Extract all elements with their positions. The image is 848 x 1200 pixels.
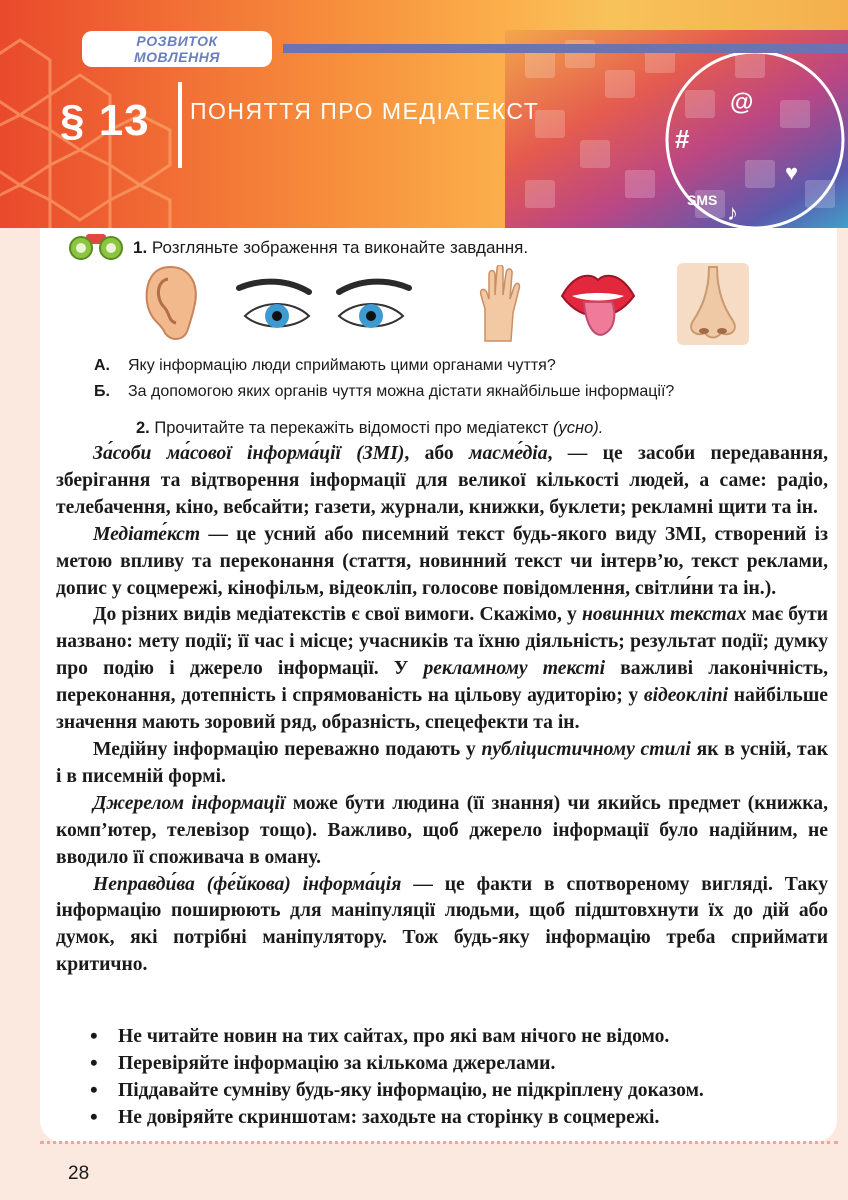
dotted-divider <box>40 1141 838 1144</box>
text: — це усний або писемний текст будь-якого виду ЗМІ, створений із метою впливу та переконання (стаття, новинний текст чи інтерв’ю, текст реклами, допис у соцмережі, кінофільм, відеокліп, голосове повідомлення, світли́ни та ін.). <box>56 523 828 599</box>
task-1 <box>133 238 528 258</box>
question-a <box>94 357 556 375</box>
text: , або <box>404 443 470 464</box>
theory-text <box>56 441 828 979</box>
mouth-image <box>560 268 636 340</box>
text: До різних видів медіатекстів є свої вимоги. Скажімо, у <box>93 604 583 626</box>
list-item: • Не читайте новин на тих сайтах, про які вам нічого не відомо. <box>90 1024 830 1051</box>
text: може бути людина (її знання) чи якийсь предмет (книжка, комп’ютер, телевізор тощо). Важливо, щоб джерело інформації було надійним, не вводило її споживача в оману. <box>56 792 828 868</box>
paragraph-zmi <box>56 441 828 522</box>
text: Медійну інформацію переважно подають у <box>93 738 482 760</box>
paragraph-source <box>56 791 828 872</box>
term-masmedia: масме́діа <box>469 443 548 464</box>
eyes-image <box>233 278 415 334</box>
social-media-mosaic <box>505 30 848 228</box>
binoculars-icon <box>66 230 126 260</box>
question-text: Яку інформацію люди сприймають цими органами чуття? <box>128 357 556 374</box>
rubric-line-2: МОВЛЕННЯ <box>133 49 221 65</box>
section-rubric <box>82 31 272 67</box>
emphasis: відеокліпі <box>643 685 729 707</box>
nose-image <box>677 263 749 345</box>
term-source: Джерелом інформації <box>93 792 286 814</box>
paragraph-style <box>56 737 828 791</box>
title-separator <box>178 82 182 168</box>
task-1-text: Розгляньте зображення та виконайте завдання. <box>151 238 529 257</box>
text: — це факти в спотвореному вигляді. Таку інформацію поширюють для маніпуляції людьми, щоб підштовхнути їх до дій або думок, які потрібні маніпулятору. Тож будь-яку інформацію треба сприймати критично. <box>56 873 828 976</box>
term-zmi: За́соби ма́сової інформа́ції (ЗМІ) <box>93 443 405 464</box>
task-1-number: 1. <box>133 238 148 257</box>
term-mediatext: Медіате́кст <box>93 523 201 545</box>
question-letter: А. <box>94 357 110 374</box>
question-letter: Б. <box>94 383 110 400</box>
ear-image <box>138 263 204 345</box>
task-2-text: Прочитайте та перекажіть відомості про медіатекст <box>154 419 549 437</box>
hand-image <box>475 265 521 343</box>
text: найбільше значення мають зоровий ряд, образність, спецефекти та ін. <box>56 685 828 734</box>
text: важливі лаконічність, переконання, дотепність і спрямованість на цільову аудиторію; у <box>56 658 828 707</box>
mosaic-icon: SMS <box>687 192 718 208</box>
page-number: 28 <box>68 1163 90 1184</box>
paragraph-number: § 13 <box>60 96 150 145</box>
list-item: • Піддавайте сумніву будь-яку інформацію, не підкріплену доказом. <box>90 1078 830 1105</box>
emphasis: публіцистичному стилі <box>481 738 691 760</box>
mosaic-icon: # <box>675 124 690 154</box>
task-2-number: 2. <box>136 419 150 437</box>
text: як в усній, так і в писемній формі. <box>56 738 829 787</box>
paragraph-fake <box>56 872 828 980</box>
mosaic-icon: ♪ <box>727 200 738 225</box>
question-text: За допомогою яких органів чуття можна дістати якнайбільше інформації? <box>128 383 675 400</box>
list-item: • Не довіряйте скриншотам: заходьте на сторінку в соцмережі. <box>90 1105 830 1132</box>
list-item: • Перевіряйте інформацію за кількома джерелами. <box>90 1051 830 1078</box>
task-2 <box>136 419 603 438</box>
rubric-line-1: РОЗВИТОК <box>136 33 218 49</box>
rubric-divider <box>283 44 848 53</box>
task-2-note: (усно). <box>553 419 604 437</box>
emphasis: новинних текстах <box>582 604 747 626</box>
page-header <box>0 0 848 228</box>
text: , — це засоби передавання, зберігання та відтворення інформації для великої кількості людей, а саме: радіо, телебачення, кіно, вебсайти; газети, журнали, книжки, буклети; рекламні щити та ін. <box>56 443 829 518</box>
emphasis: рекламному тексті <box>423 658 606 680</box>
question-b <box>94 383 674 401</box>
text: має бути названо: мету події; її час і місце; учасників та їхню діяльність; результат події; думку про подію і джерело інформації. У <box>56 604 828 680</box>
page-title: ПОНЯТТЯ ПРО МЕДІАТЕКСТ <box>190 98 540 124</box>
paragraph-requirements <box>56 602 828 737</box>
paragraph-mediatext <box>56 522 828 603</box>
mosaic-icon: @ <box>730 89 754 116</box>
tips-list <box>90 1024 830 1132</box>
term-fake: Неправди́ва (фе́йкова) інформа́ція <box>93 873 402 895</box>
mosaic-icon: ♥ <box>785 160 799 185</box>
